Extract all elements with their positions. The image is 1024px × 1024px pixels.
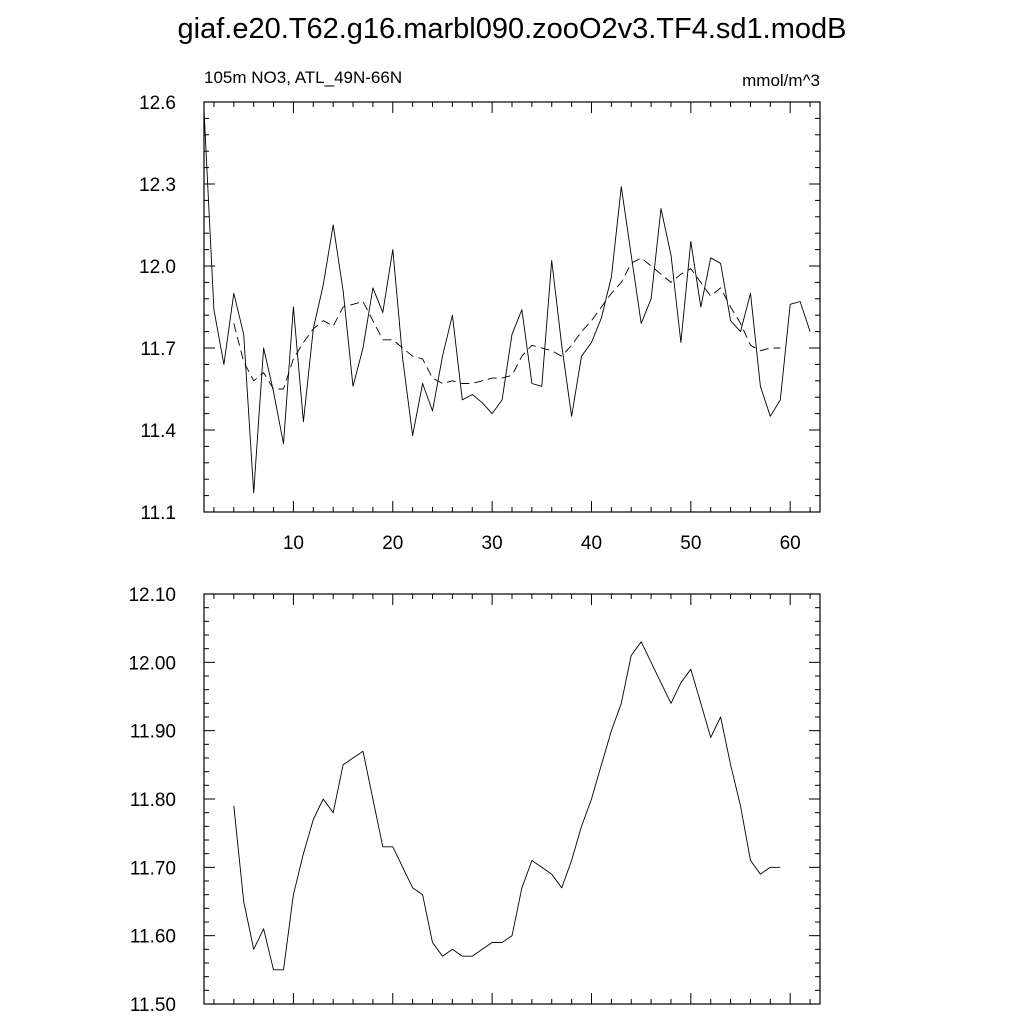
top-y-tick-label: 11.1 — [140, 503, 176, 524]
bottom-y-tick-label: 11.90 — [129, 721, 176, 743]
top-panel — [139, 68, 820, 554]
top-panel-frame — [204, 102, 820, 512]
top-x-tick-label: 50 — [680, 533, 702, 554]
top-x-tick-label: 20 — [382, 533, 404, 554]
bottom-panel — [128, 585, 820, 1016]
top-x-tick-label: 10 — [282, 533, 304, 554]
top-x-tick-label: 40 — [580, 533, 603, 554]
bottom-y-tick-label: 12.00 — [128, 653, 176, 675]
bottom-series-solid-line — [234, 642, 781, 970]
top-series-solid-line — [204, 110, 810, 493]
top-y-tick-label: 12.6 — [139, 93, 176, 114]
top-x-tick-label: 30 — [481, 533, 503, 554]
bottom-y-tick-label: 11.60 — [129, 926, 176, 948]
top-y-tick-label: 11.7 — [140, 339, 176, 360]
bottom-y-tick-label: 11.70 — [129, 858, 176, 880]
bottom-y-tick-label: 11.50 — [129, 995, 176, 1016]
top-y-tick-label: 12.0 — [139, 257, 176, 278]
top-y-tick-label: 12.3 — [139, 175, 176, 196]
figure-title: giaf.e20.T62.g16.marbl090.zooO2v3.TF4.sd1.modB — [177, 13, 847, 45]
bottom-y-tick-label: 11.80 — [129, 790, 176, 811]
bottom-y-tick-label: 12.10 — [128, 585, 176, 606]
top-x-tick-label: 60 — [779, 533, 801, 554]
top-panel-unit-label: mmol/m^3 — [742, 71, 820, 90]
top-y-tick-label: 11.4 — [140, 421, 176, 442]
bottom-panel-frame — [204, 594, 820, 1004]
top-panel-left-label: 105m NO3, ATL_49N-66N — [204, 68, 403, 87]
